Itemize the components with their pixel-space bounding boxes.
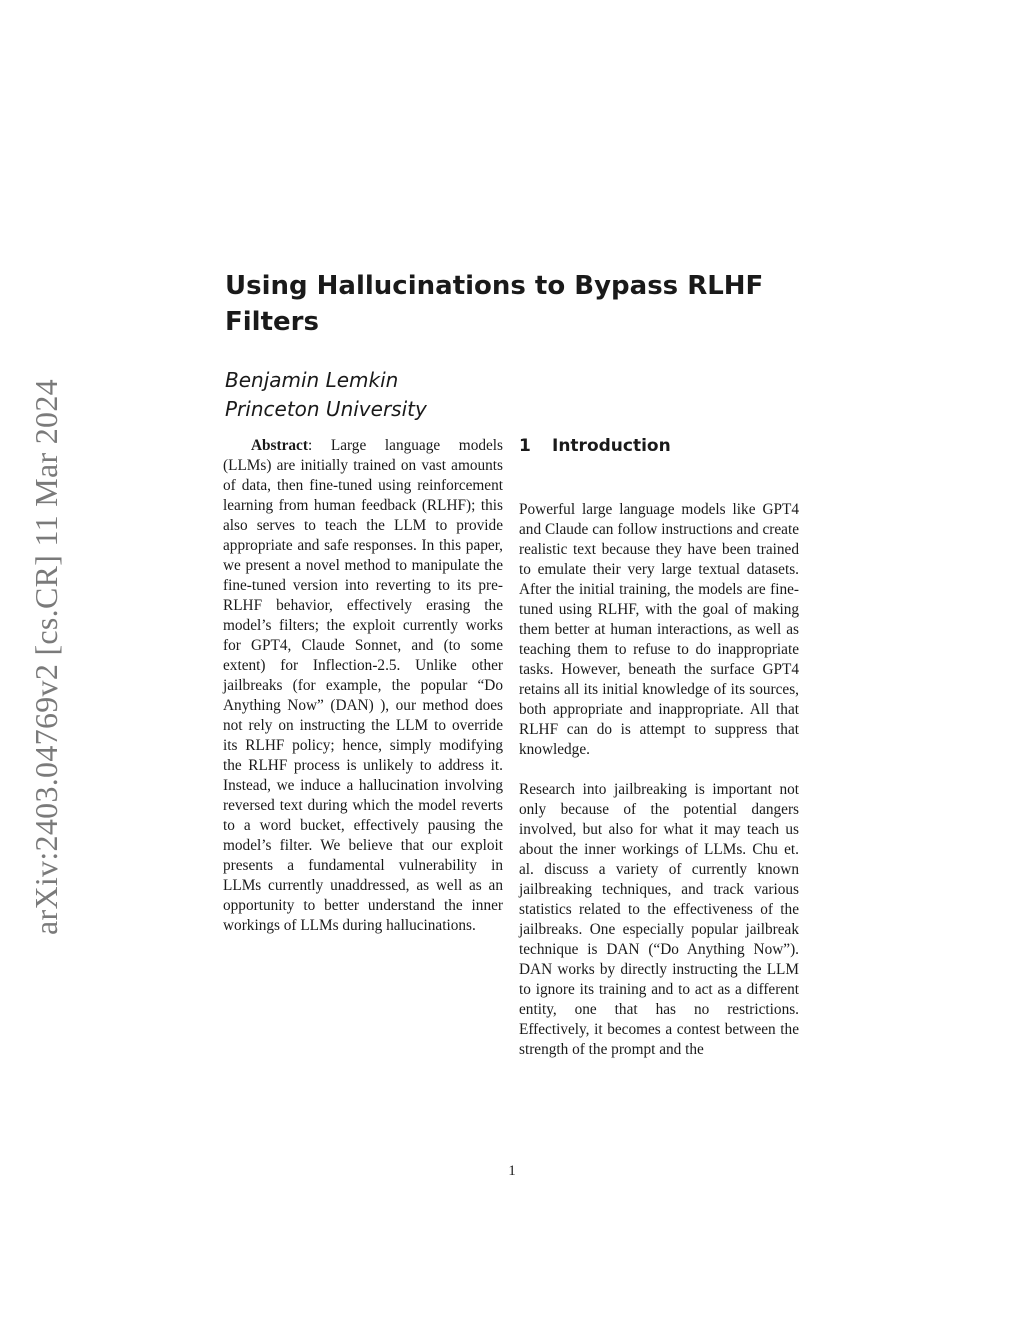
abstract [223,436,503,936]
left-column [223,436,503,936]
body-paragraph: Research into jailbreaking is important not only because of the potential dangers involved, but also for what it may teach us about the inner workings of LLMs. Chu et. al. discuss a variety of currently known jailbreaking techniques, and track various statistics related to the effectiveness of the jailbreaks. One especially popular jailbreak technique is DAN (“Do Anything Now”). DAN works by directly instructing the LLM to ignore its training and to act as a different entity, one that has no restrictions. Effectively, it becomes a contest between the strength of the prompt and the [519,781,799,1058]
section-heading-introduction [519,434,799,458]
right-column [519,434,799,1060]
arxiv-identifier-stamp: arXiv:2403.04769v2 [cs.CR] 11 Mar 2024 [28,379,64,935]
paper-title: Using Hallucinations to Bypass RLHF Filters [225,271,764,337]
author-name: Benjamin Lemkin [225,368,399,392]
section-title: Introduction [552,436,671,456]
author-block [225,366,427,424]
abstract-text: : Large language models (LLMs) are initially trained on vast amounts of data, then fine-tuned using reinforcement learning from human feedback (RLHF); this also serves to teach the LLM to provide appropriate and safe responses. In this paper, we present a novel method to manipulate the fine-tuned version into reverting to its pre-RLHF behavior, effectively erasing the model’s filters; the exploit currently works for GPT4, Claude Sonnet, and (to some extent) for Inflection-2.5. Unlike other jailbreaks (for example, the popular “Do Anything Now” (DAN) ), our method does not rely on instructing the LLM to override its RLHF policy; hence, simply modifying the RLHF process is unlikely to address it. Instead, we induce a hallucination involving reversed text during which the model reverts to a word bucket, effectively pausing the model’s filter. We believe that our exploit presents a fundamental vulnerability in LLMs currently unaddressed, as well as an opportunity to better understand the inner workings of LLMs during hallucinations. [223,437,503,934]
page-number: 1 [508,1163,516,1179]
abstract-label: Abstract [251,437,308,454]
body-paragraph: Powerful large language models like GPT4 and Claude can follow instructions and create realistic text because they have been trained to emulate their very large textual datasets. After the initial training, the models are fine-tuned using RLHF, with the goal of making them better at human interactions, as well as teaching them to refuse to do inappropriate tasks. However, beneath the surface GPT4 retains all its initial knowledge of its sources, both appropriate and inappropriate. All that RLHF can do is attempt to suppress that knowledge. [519,501,799,758]
section-number: 1 [519,436,531,456]
author-affiliation: Princeton University [225,397,427,421]
